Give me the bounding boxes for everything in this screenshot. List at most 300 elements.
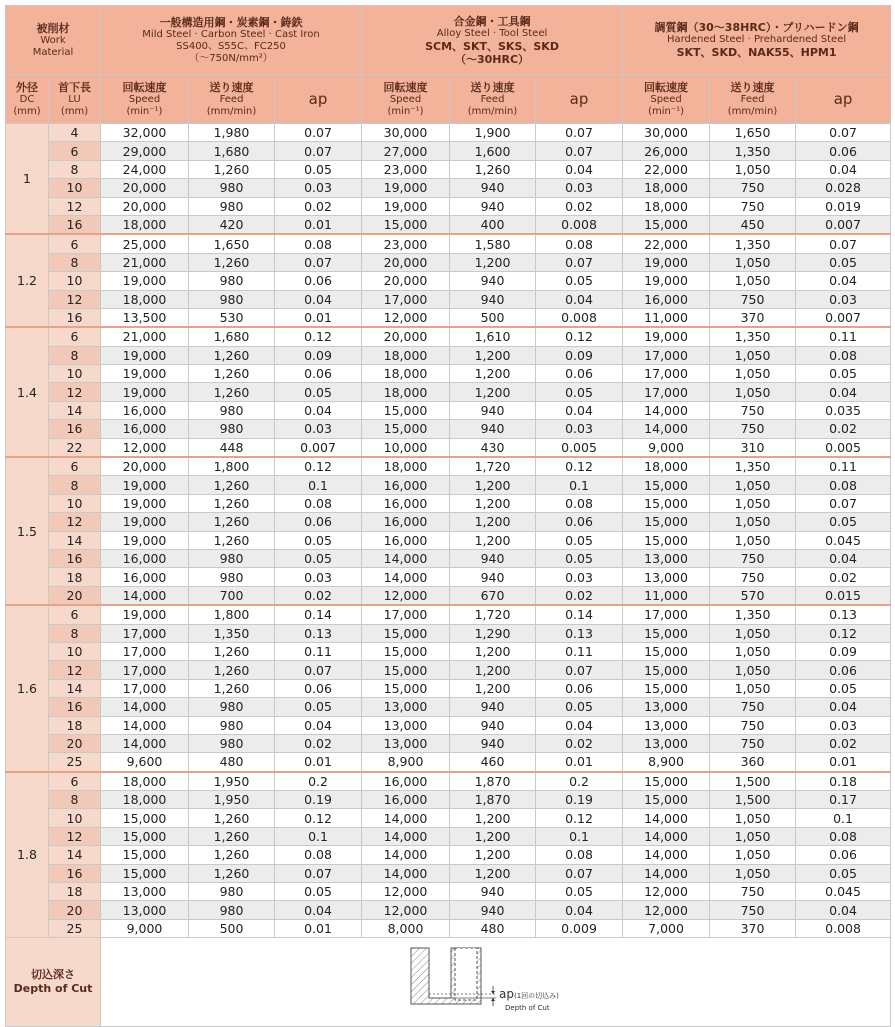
value-cell: 370 [710,919,796,937]
value-cell: 1,350 [710,457,796,476]
value-cell: 19,000 [101,494,189,512]
value-cell: 750 [710,401,796,419]
value-cell: 15,000 [623,679,710,697]
table-row [6,883,891,901]
value-cell: 750 [710,179,796,197]
value-cell: 0.05 [536,883,623,901]
value-cell: 0.04 [796,698,891,716]
table-row [6,864,891,882]
value-cell: 17,000 [362,605,450,624]
lu-cell: 4 [49,124,101,142]
value-cell: 18,000 [101,791,189,809]
value-cell: 15,000 [362,642,450,660]
value-cell: 0.04 [796,549,891,567]
dc-cell: 1.6 [6,605,49,772]
lu-cell: 12 [49,661,101,679]
value-cell: 0.05 [275,698,362,716]
value-cell: 0.03 [796,290,891,308]
value-cell: 0.14 [275,605,362,624]
cutting-conditions-sheet [5,5,890,1027]
lu-cell: 10 [49,365,101,383]
value-cell: 0.12 [536,457,623,476]
lu-cell: 12 [49,290,101,308]
value-cell: 940 [450,734,536,752]
value-cell: 1,680 [189,142,275,160]
value-cell: 0.02 [796,568,891,586]
value-cell: 0.007 [796,308,891,327]
table-row [6,476,891,494]
dc-header: 外径 DC (mm) [6,75,49,124]
value-cell: 17,000 [623,346,710,364]
lu-cell: 6 [49,457,101,476]
value-cell: 0.06 [796,661,891,679]
work-material-header: 被削材 Work Material [6,6,101,75]
table-row [6,197,891,215]
value-cell: 0.09 [275,346,362,364]
value-cell: 16,000 [362,476,450,494]
value-cell: 0.07 [275,864,362,882]
value-cell: 1,050 [710,864,796,882]
ap-header: ap [536,75,623,124]
value-cell: 14,000 [623,864,710,882]
value-cell: 18,000 [362,346,450,364]
lu-cell: 8 [49,346,101,364]
lu-cell: 12 [49,197,101,215]
value-cell: 0.05 [536,698,623,716]
value-cell: 19,000 [101,476,189,494]
value-cell: 23,000 [362,160,450,178]
value-cell: 1,050 [710,272,796,290]
value-cell: 15,000 [101,846,189,864]
value-cell: 0.12 [275,809,362,827]
value-cell: 14,000 [623,420,710,438]
value-cell: 1,290 [450,624,536,642]
value-cell: 0.04 [796,160,891,178]
value-cell: 0.005 [536,438,623,457]
value-cell: 16,000 [362,772,450,791]
value-cell: 19,000 [362,179,450,197]
value-cell: 400 [450,215,536,234]
value-cell: 0.02 [536,586,623,605]
cutting-conditions-table [5,5,891,1027]
value-cell: 17,000 [101,642,189,660]
value-cell: 15,000 [362,420,450,438]
value-cell: 17,000 [362,290,450,308]
value-cell: 1,720 [450,605,536,624]
table-row [6,179,891,197]
value-cell: 750 [710,290,796,308]
value-cell: 13,000 [362,734,450,752]
value-cell: 15,000 [362,401,450,419]
lu-cell: 16 [49,698,101,716]
value-cell: 0.05 [275,549,362,567]
value-cell: 0.05 [536,383,623,401]
table-row [6,290,891,308]
diagram-ap-label: ap [499,987,514,1002]
value-cell: 480 [189,753,275,772]
value-cell: 1,260 [189,809,275,827]
value-cell: 1,050 [710,531,796,549]
value-cell: 1,260 [189,531,275,549]
depth-of-cut-illustration [401,938,601,1024]
value-cell: 0.08 [796,346,891,364]
value-cell: 750 [710,883,796,901]
lu-cell: 14 [49,401,101,419]
value-cell: 15,000 [623,661,710,679]
value-cell: 0.03 [275,179,362,197]
value-cell: 0.11 [796,327,891,346]
value-cell: 1,580 [450,234,536,253]
dc-cell: 1.8 [6,772,49,938]
value-cell: 980 [189,549,275,567]
depth-of-cut-diagram [101,938,891,1027]
value-cell: 0.12 [536,327,623,346]
table-row [6,698,891,716]
value-cell: 18,000 [101,215,189,234]
value-cell: 1,500 [710,791,796,809]
value-cell: 0.14 [536,605,623,624]
value-cell: 0.02 [536,197,623,215]
value-cell: 750 [710,549,796,567]
value-cell: 0.05 [796,679,891,697]
depth-of-cut-row [6,938,891,1027]
value-cell: 0.12 [275,327,362,346]
value-cell: 0.007 [796,215,891,234]
table-row [6,253,891,271]
table-row [6,531,891,549]
value-cell: 18,000 [362,383,450,401]
table-row [6,753,891,772]
value-cell: 0.06 [275,513,362,531]
value-cell: 0.01 [275,215,362,234]
value-cell: 13,000 [623,734,710,752]
value-cell: 15,000 [623,513,710,531]
value-cell: 980 [189,290,275,308]
value-cell: 1,950 [189,772,275,791]
value-cell: 0.05 [275,383,362,401]
value-cell: 18,000 [362,365,450,383]
value-cell: 17,000 [623,605,710,624]
table-row [6,846,891,864]
value-cell: 0.04 [536,901,623,919]
table-row [6,827,891,845]
speed-header: 回転速度 Speed (min⁻¹) [362,75,450,124]
value-cell: 12,000 [623,883,710,901]
value-cell: 0.1 [275,476,362,494]
value-cell: 0.19 [275,791,362,809]
value-cell: 0.06 [796,142,891,160]
value-cell: 0.1 [536,827,623,845]
value-cell: 10,000 [362,438,450,457]
value-cell: 0.07 [275,124,362,142]
table-row [6,272,891,290]
value-cell: 22,000 [623,234,710,253]
value-cell: 14,000 [101,586,189,605]
value-cell: 20,000 [101,179,189,197]
value-cell: 1,200 [450,476,536,494]
lu-cell: 10 [49,642,101,660]
value-cell: 14,000 [623,401,710,419]
lu-cell: 18 [49,568,101,586]
value-cell: 1,870 [450,772,536,791]
value-cell: 0.04 [796,901,891,919]
value-cell: 15,000 [623,494,710,512]
value-cell: 18,000 [623,197,710,215]
value-cell: 0.11 [536,642,623,660]
value-cell: 0.01 [796,753,891,772]
value-cell: 940 [450,179,536,197]
value-cell: 1,260 [189,383,275,401]
value-cell: 19,000 [101,365,189,383]
value-cell: 16,000 [623,290,710,308]
value-cell: 940 [450,549,536,567]
value-cell: 1,350 [710,327,796,346]
value-cell: 940 [450,290,536,308]
value-cell: 14,000 [362,809,450,827]
table-row [6,791,891,809]
value-cell: 0.019 [796,197,891,215]
value-cell: 980 [189,179,275,197]
value-cell: 1,200 [450,642,536,660]
value-cell: 0.08 [796,827,891,845]
dc-cell: 1.2 [6,234,49,327]
value-cell: 460 [450,753,536,772]
lu-cell: 22 [49,438,101,457]
value-cell: 0.07 [536,142,623,160]
value-cell: 0.07 [796,124,891,142]
value-cell: 0.05 [275,883,362,901]
value-cell: 0.06 [796,846,891,864]
value-cell: 19,000 [623,327,710,346]
value-cell: 19,000 [362,197,450,215]
value-cell: 1,050 [710,661,796,679]
value-cell: 14,000 [101,734,189,752]
value-cell: 0.06 [275,365,362,383]
feed-header: 送り速度 Feed (mm/min) [450,75,536,124]
value-cell: 16,000 [362,494,450,512]
table-row [6,457,891,476]
value-cell: 19,000 [101,346,189,364]
value-cell: 18,000 [623,457,710,476]
value-cell: 980 [189,568,275,586]
value-cell: 11,000 [623,308,710,327]
value-cell: 500 [189,919,275,937]
value-cell: 13,000 [101,883,189,901]
value-cell: 13,000 [362,716,450,734]
value-cell: 0.05 [536,531,623,549]
value-cell: 0.008 [796,919,891,937]
value-cell: 12,000 [101,438,189,457]
lu-cell: 6 [49,605,101,624]
value-cell: 0.008 [536,215,623,234]
value-cell: 9,600 [101,753,189,772]
material-header-alloy-steel: 合金鋼・工具鋼 Alloy Steel · Tool Steel SCM、SKT、SKS、SKD （～30HRC） [362,6,623,75]
value-cell: 16,000 [362,513,450,531]
value-cell: 14,000 [362,549,450,567]
value-cell: 1,650 [710,124,796,142]
value-cell: 17,000 [101,661,189,679]
lu-cell: 18 [49,716,101,734]
value-cell: 15,000 [362,624,450,642]
value-cell: 18,000 [623,179,710,197]
value-cell: 1,050 [710,253,796,271]
value-cell: 7,000 [623,919,710,937]
lu-cell: 14 [49,531,101,549]
table-row [6,661,891,679]
table-row [6,549,891,567]
lu-cell: 8 [49,160,101,178]
feed-header: 送り速度 Feed (mm/min) [710,75,796,124]
value-cell: 0.03 [796,716,891,734]
value-cell: 0.028 [796,179,891,197]
value-cell: 0.03 [275,568,362,586]
value-cell: 0.03 [536,568,623,586]
value-cell: 0.06 [536,513,623,531]
value-cell: 1,610 [450,327,536,346]
value-cell: 0.015 [796,586,891,605]
value-cell: 1,260 [189,346,275,364]
value-cell: 8,900 [623,753,710,772]
table-row [6,772,891,791]
value-cell: 0.07 [536,661,623,679]
value-cell: 19,000 [623,253,710,271]
value-cell: 13,000 [623,568,710,586]
value-cell: 1,260 [189,679,275,697]
value-cell: 21,000 [101,327,189,346]
table-row [6,438,891,457]
value-cell: 750 [710,901,796,919]
value-cell: 1,050 [710,494,796,512]
value-cell: 1,260 [450,160,536,178]
value-cell: 0.009 [536,919,623,937]
value-cell: 1,050 [710,476,796,494]
value-cell: 940 [450,716,536,734]
lu-cell: 16 [49,420,101,438]
value-cell: 940 [450,401,536,419]
value-cell: 12,000 [623,901,710,919]
value-cell: 0.07 [536,864,623,882]
value-cell: 1,260 [189,864,275,882]
value-cell: 19,000 [623,272,710,290]
value-cell: 0.04 [536,290,623,308]
value-cell: 15,000 [362,679,450,697]
value-cell: 14,000 [623,809,710,827]
table-row [6,624,891,642]
value-cell: 19,000 [101,513,189,531]
value-cell: 0.07 [275,142,362,160]
value-cell: 0.04 [796,272,891,290]
value-cell: 0.11 [275,642,362,660]
value-cell: 26,000 [623,142,710,160]
value-cell: 1,800 [189,457,275,476]
value-cell: 13,000 [362,698,450,716]
value-cell: 0.07 [536,253,623,271]
value-cell: 9,000 [623,438,710,457]
material-header-hardened-steel: 調質鋼（30～38HRC）・プリハードン鋼 Hardened Steel · Prehardened Steel SKT、SKD、NAK55、HPM1 [623,6,891,75]
material-header-mild-steel: 一般構造用鋼・炭素鋼・鋳鉄 Mild Steel · Carbon Steel · Cast Iron SS400、S55C、FC250 （～750N/mm²） [101,6,362,75]
value-cell: 750 [710,197,796,215]
value-cell: 13,000 [623,716,710,734]
value-cell: 480 [450,919,536,937]
value-cell: 16,000 [101,568,189,586]
value-cell: 15,000 [623,531,710,549]
value-cell: 1,350 [189,624,275,642]
value-cell: 11,000 [623,586,710,605]
value-cell: 0.1 [536,476,623,494]
table-row [6,365,891,383]
value-cell: 1,050 [710,679,796,697]
value-cell: 29,000 [101,142,189,160]
value-cell: 980 [189,272,275,290]
value-cell: 370 [710,308,796,327]
value-cell: 0.05 [536,549,623,567]
speed-header: 回転速度 Speed (min⁻¹) [623,75,710,124]
value-cell: 18,000 [101,772,189,791]
value-cell: 1,200 [450,494,536,512]
value-cell: 500 [450,308,536,327]
table-row [6,809,891,827]
value-cell: 0.06 [536,679,623,697]
value-cell: 0.2 [275,772,362,791]
value-cell: 1,200 [450,809,536,827]
speed-header: 回転速度 Speed (min⁻¹) [101,75,189,124]
lu-cell: 16 [49,215,101,234]
value-cell: 24,000 [101,160,189,178]
value-cell: 0.11 [796,457,891,476]
value-cell: 15,000 [362,215,450,234]
value-cell: 0.02 [275,586,362,605]
value-cell: 700 [189,586,275,605]
value-cell: 0.035 [796,401,891,419]
value-cell: 13,000 [623,698,710,716]
table-row [6,327,891,346]
value-cell: 14,000 [362,827,450,845]
value-cell: 310 [710,438,796,457]
value-cell: 14,000 [623,846,710,864]
value-cell: 14,000 [362,846,450,864]
value-cell: 17,000 [101,679,189,697]
value-cell: 0.01 [275,919,362,937]
value-cell: 0.045 [796,531,891,549]
lu-cell: 16 [49,864,101,882]
value-cell: 1,600 [450,142,536,160]
value-cell: 27,000 [362,142,450,160]
value-cell: 0.07 [536,124,623,142]
value-cell: 0.04 [275,401,362,419]
value-cell: 8,000 [362,919,450,937]
table-row [6,605,891,624]
value-cell: 15,000 [101,864,189,882]
value-cell: 980 [189,716,275,734]
value-cell: 0.005 [796,438,891,457]
value-cell: 0.07 [275,253,362,271]
ap-header: ap [275,75,362,124]
value-cell: 13,000 [101,901,189,919]
value-cell: 1,260 [189,661,275,679]
value-cell: 980 [189,698,275,716]
value-cell: 17,000 [623,383,710,401]
table-row [6,234,891,253]
value-cell: 0.18 [796,772,891,791]
table-row [6,308,891,327]
value-cell: 20,000 [362,327,450,346]
value-cell: 1,050 [710,365,796,383]
value-cell: 0.08 [275,846,362,864]
value-cell: 1,350 [710,142,796,160]
value-cell: 0.13 [275,624,362,642]
value-cell: 1,680 [189,327,275,346]
value-cell: 1,260 [189,253,275,271]
